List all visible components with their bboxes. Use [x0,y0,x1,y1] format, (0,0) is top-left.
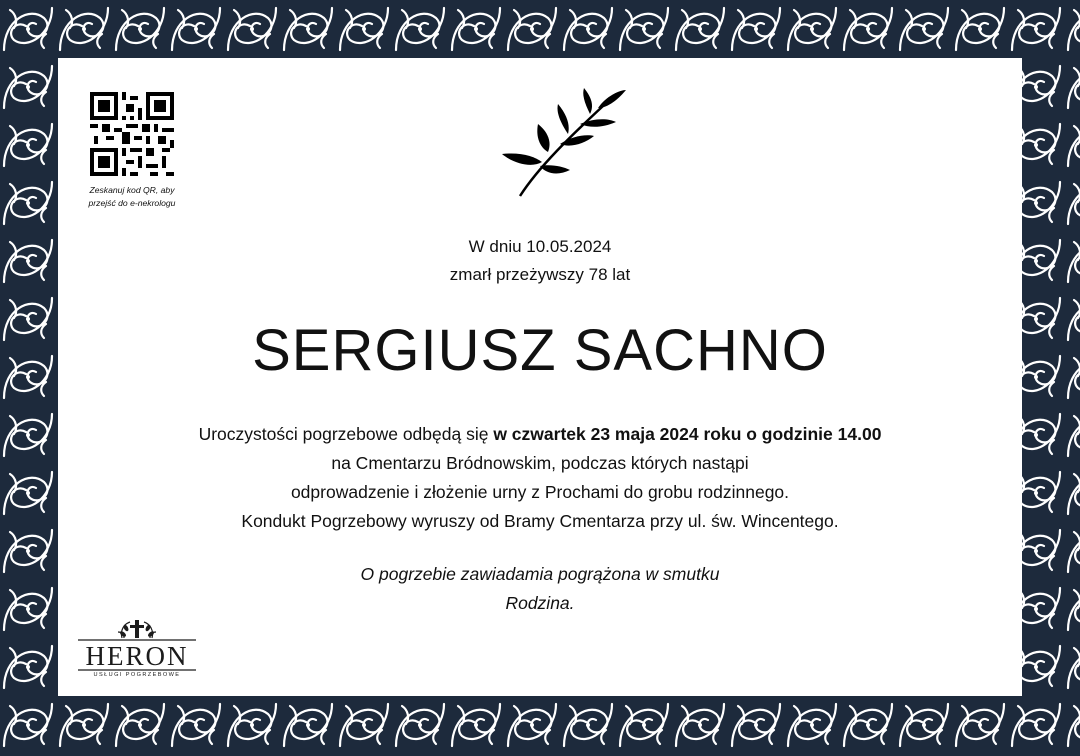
logo-subtitle: USŁUGI POGRZEBOWE [93,672,181,678]
ceremony-line2: na Cmentarzu Bródnowskim, podczas których nastąpi [331,453,749,473]
closing-line1: O pogrzebie zawiadamia pogrążona w smutku [360,564,720,584]
qr-code-icon[interactable] [90,92,174,176]
death-date: W dniu 10.05.2024 [468,237,612,256]
ceremony-line4: Kondukt Pogrzebowy wyruszy od Bramy Cmentarza przy ul. św. Wincentego. [241,511,839,531]
qr-caption-line1: Zeskanuj kod QR, aby [89,185,175,195]
closing-line2: Rodzina. [505,593,575,613]
qr-code-graphic [90,92,174,176]
ceremony-line3: odprowadzenie i złożenie urny z Prochami do grobu rodzinnego. [290,482,790,502]
ceremony-intro: Uroczystości pogrzebowe odbędą się [198,424,494,444]
qr-caption-line2: przejść do e-nekrologu [88,197,176,208]
qr-caption [70,184,194,209]
ceremony-info [0,420,1080,536]
olive-branch-icon [498,88,628,198]
closing-note [0,560,1080,618]
logo-name: HERON [85,641,189,671]
age-at-death: zmarł przeżywszy 78 lat [449,265,631,284]
ceremony-line1 [0,420,1080,449]
ceremony-date: w czwartek 23 maja 2024 roku o godzinie 14.00 [493,424,882,444]
deceased-name: SERGIUSZ SACHNO [252,318,828,383]
